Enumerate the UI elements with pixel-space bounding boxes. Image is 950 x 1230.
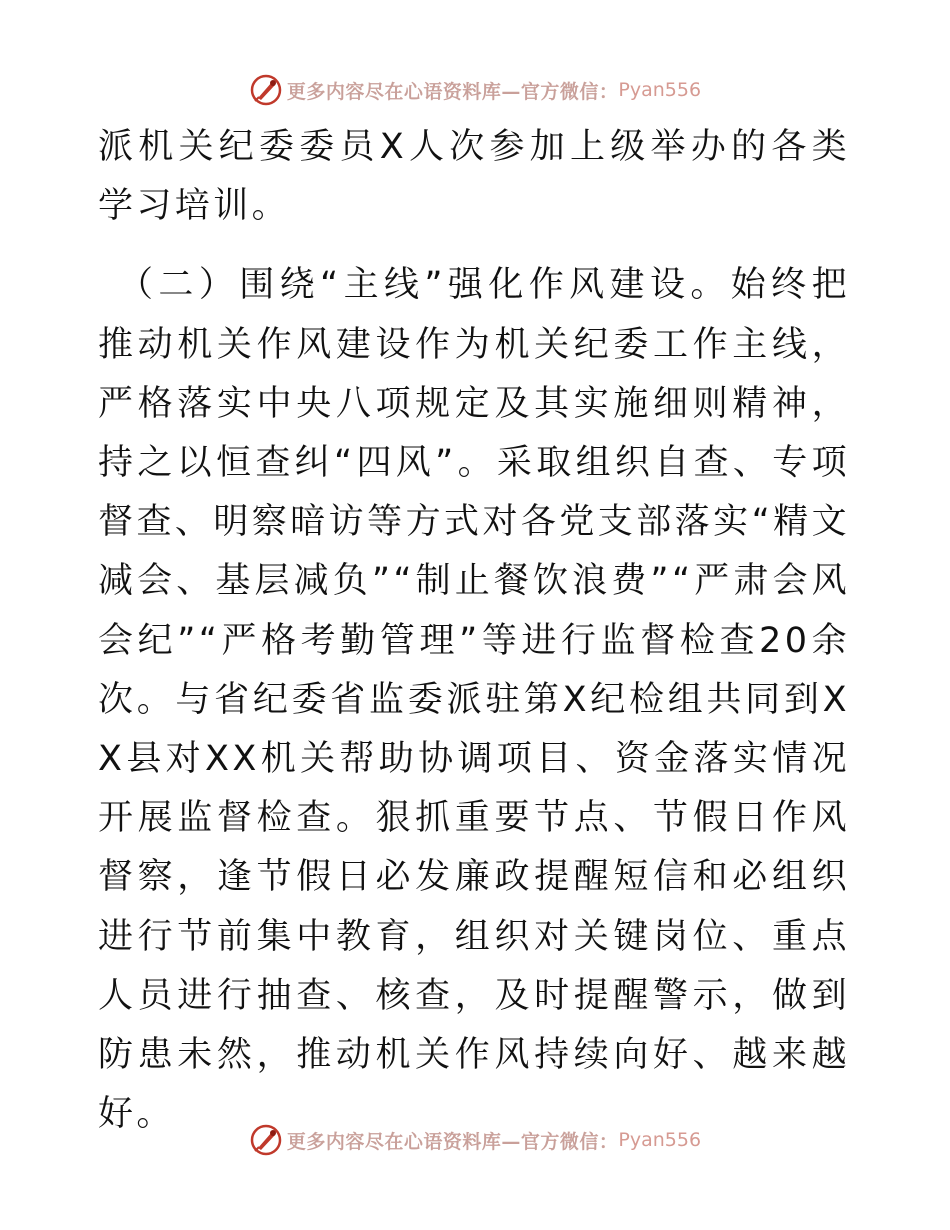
watermark-wechat-id: Pyan556 (618, 79, 702, 101)
red-quill-seal-icon (249, 1123, 283, 1157)
paragraph-style-building: （二）围绕“主线”强化作风建设。始终把推动机关作风建设作为机关纪委工作主线，严格落实中央八项规定及其实施细则精神，持之以恒查纠“四风”。采取组织自查、专项督查、明察暗访等方式对各党支部落实“精文减会、基层减负”“制止餐饮浪费”“严肃会风会纪”“严格考勤管理”等进行监督检查20余次。与省纪委省监委派驻第X纪检组共同到XX县对XX机关帮助协调项目、资金落实情况开展监督检查。狠抓重要节点、节假日作风督察，逢节假日必发廉政提醒短信和必组织进行节前集中教育，组织对关键岗位、重点人员进行抽查、核查，及时提醒警示，做到防患未然，推动机关作风持续向好、越来越好。 (98, 265, 850, 1135)
footer-watermark (0, 1122, 950, 1158)
header-watermark (0, 72, 950, 108)
paragraph-continuation: 派机关纪委委员X人次参加上级举办的各类学习培训。 (98, 127, 850, 227)
watermark-wechat-id: Pyan556 (618, 1129, 702, 1151)
watermark-text: 更多内容尽在心语资料库—官方微信： (286, 80, 619, 103)
document-body (98, 118, 850, 1144)
red-quill-seal-icon (249, 73, 283, 107)
watermark-text: 更多内容尽在心语资料库—官方微信： (286, 1130, 619, 1153)
